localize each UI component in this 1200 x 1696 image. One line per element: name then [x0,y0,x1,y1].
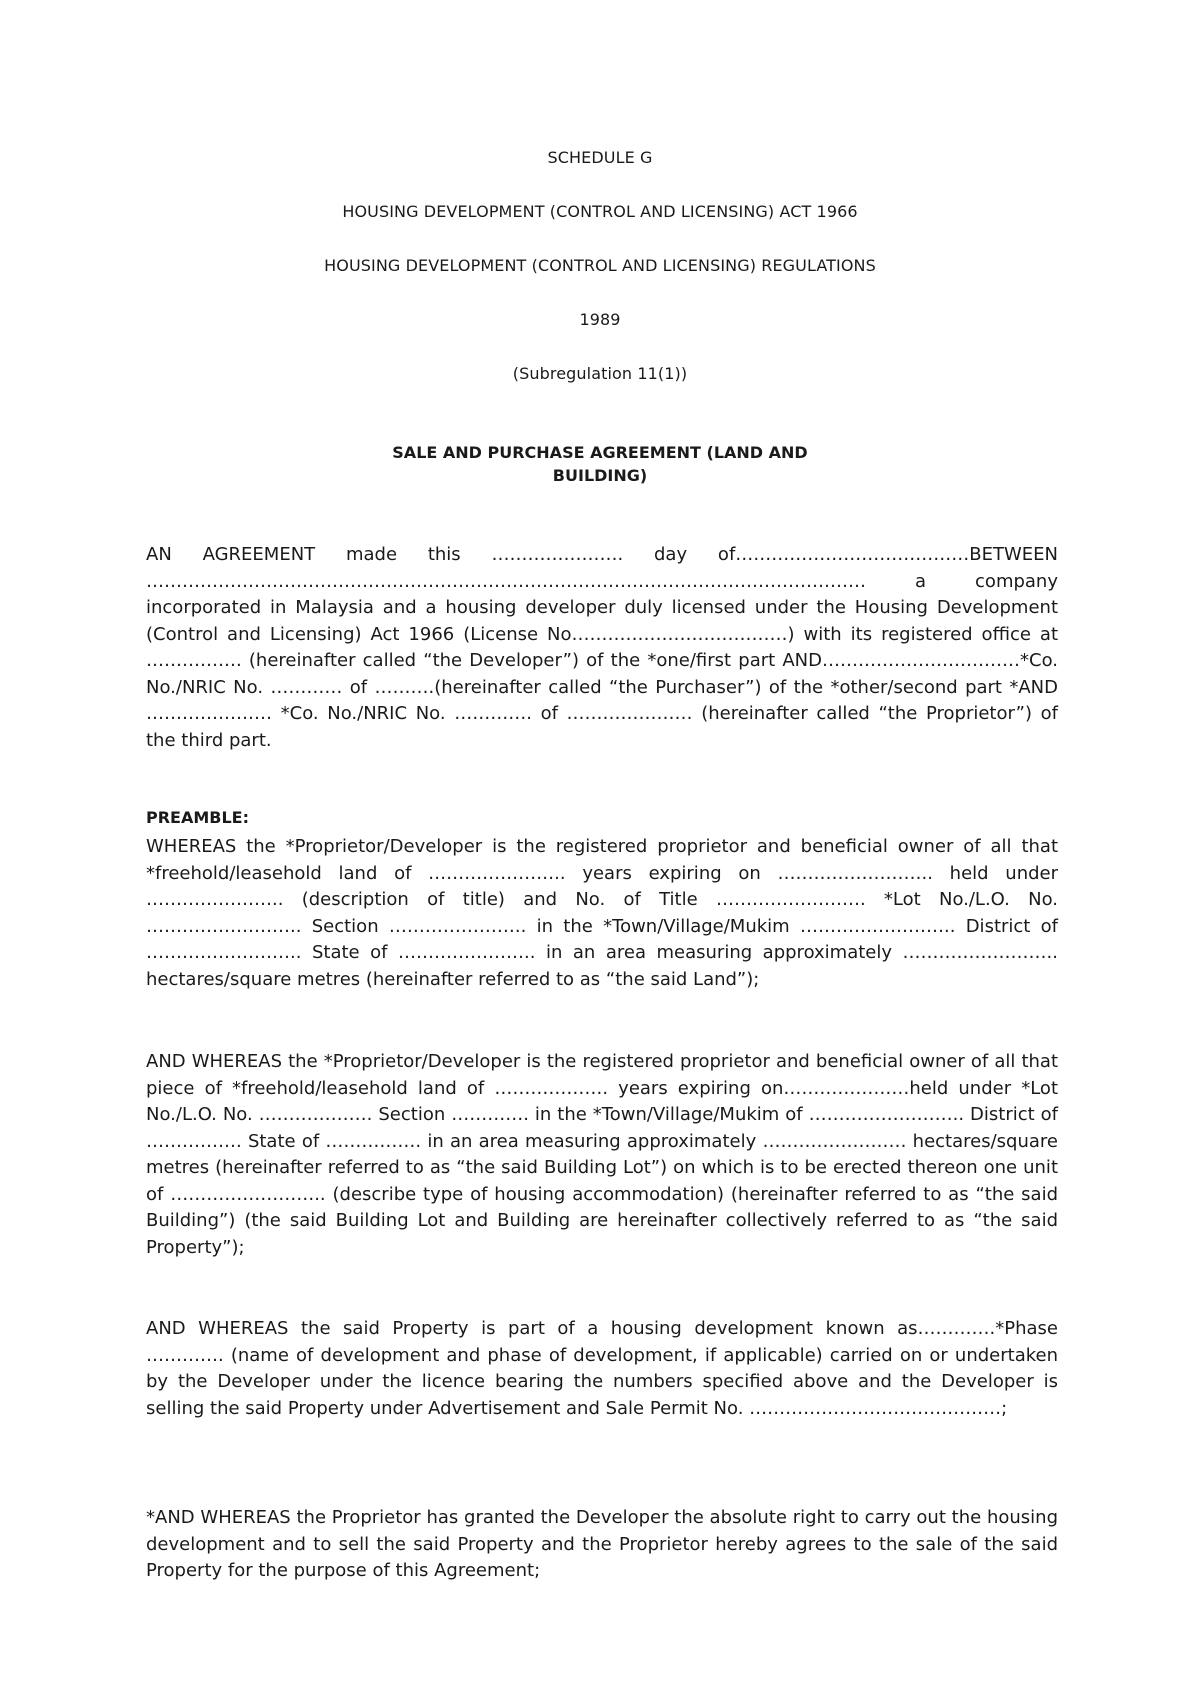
regulations-year: 1989 [579,310,621,329]
agreement-title-line-1: SALE AND PURCHASE AGREEMENT (LAND AND [392,443,808,462]
preamble-heading: PREAMBLE: [146,808,249,827]
subregulation-ref: (Subregulation 11(1)) [512,364,688,383]
preamble-paragraph-2: AND WHEREAS the *Proprietor/Developer is the registered proprietor and beneficial owner of all that piece of *freehold/leasehold land of ………………. years expiring on…………………held under *Lot No./L.O. No. ………………. Section …………. in the *Town/Village/Mukim of …………………….. District of ……………. State of ……………. in an area measuring approximately …………………… hectares/square metres (hereinafter referred to as “the said Building Lot”) on which is to be erected thereon one unit of …………………….. (describe type of housing accommodation) (hereinafter referred to as “the said Building”) (the said Building Lot and Building are hereinafter collectively referred to as “the said Property”); [146,1051,1058,1258]
agreement-title-line-2: BUILDING) [552,466,648,485]
preamble-paragraph-3: AND WHEREAS the said Property is part of a housing development known as………….*Phase …………. (name of development and phase of development, if applicable) carried on or undertaken by the Developer under the licence bearing the numbers specified above and the Developer is selling the said Property under Advertisement and Sale Permit No. ……………………………………; [146,1318,1058,1419]
preamble-paragraph-4: *AND WHEREAS the Proprietor has granted the Developer the absolute right to carry out the housing development and to sell the said Property and the Proprietor hereby agrees to the sale of the said Property for the purpose of this Agreement; [146,1507,1058,1581]
regulations-title: HOUSING DEVELOPMENT (CONTROL AND LICENSING) REGULATIONS [324,256,876,275]
schedule-label: SCHEDULE G [547,148,653,167]
agreement-clause: AN AGREEMENT made this …………………. day of…………………………………BETWEEN ………………………………………………………………………………………………………… a company incorporated in Malaysia and a housing developer duly licensed under the Housing Development (Control and Licensing) Act 1966 (License No………………………………) with its registered office at ……………. (hereinafter called “the Developer”) of the *one/first part AND……………………………*Co. No./NRIC No. ………… of ……….(hereinafter called “the Purchaser”) of the *other/second part *AND ………………… *Co. No./NRIC No. …………. of ………………… (hereinafter called “the Proprietor”) of the third part. [146,544,1058,751]
preamble-paragraph-1: WHEREAS the *Proprietor/Developer is the registered proprietor and beneficial owner of all that *freehold/leasehold land of ………………….. years expiring on …………………….. held under ………………….. (description of title) and No. of Title ……………………. *Lot No./L.O. No. …………………….. Section ………………….. in the *Town/Village/Mukim …………………….. District of …………………….. State of ………………….. in an area measuring approximately …………………….. hectares/square metres (hereinafter referred to as “the said Land”); [146,836,1058,990]
act-title: HOUSING DEVELOPMENT (CONTROL AND LICENSING) ACT 1966 [342,202,858,221]
